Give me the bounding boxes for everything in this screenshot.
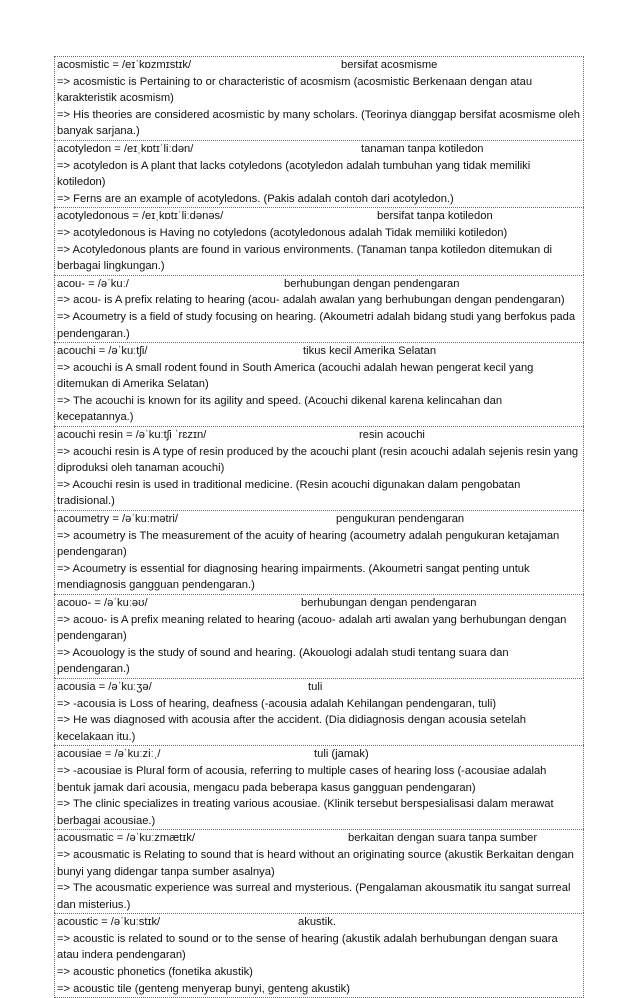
entry-translation: bersifat acosmisme	[341, 59, 438, 71]
entry-term: acousmatic = /əˈkuːzmætɪk/	[57, 832, 195, 845]
entry-header	[55, 57, 583, 74]
entry-definition: => acotyledon is A plant that lacks cotyledons (acotyledon adalah tumbuhan yang tidak memiliki kotiledon)	[57, 159, 531, 189]
entry-example: => The clinic specializes in treating various acousiae. (Klinik tersebut berspesialisasi dalam merawat berbagai acousiae.)	[57, 798, 554, 827]
entry-translation: berhubungan dengan pendengaran	[284, 277, 460, 290]
entry-definition: => acoustic is related to sound or to the sense of hearing (akustik adalah berhubungan dengan suara atau indera pendengaran)	[57, 932, 558, 962]
entry-term: acouo- = /əˈkuːəʊ/	[57, 597, 148, 609]
entry-header	[55, 830, 583, 847]
entry-header	[55, 276, 583, 293]
dictionary-entry	[54, 275, 584, 342]
entry-example: => Ferns are an example of acotyledons. (Pakis adalah contoh dari acotyledon.)	[57, 192, 454, 205]
entry-example: => The acouchi is known for its agility and speed. (Acouchi dikenal karena kelincahan dan kecepatannya.)	[57, 394, 503, 424]
dictionary-entry	[54, 342, 584, 426]
dictionary-entry	[54, 678, 584, 745]
entry-example: => Acouchi resin is used in traditional medicine. (Resin acouchi digunakan dalam pengobatan tradisional.)	[57, 478, 521, 508]
entry-example: => Acoumetry is a field of study focusing on hearing. (Akoumetri adalah bidang studi yang berfokus pada pendengaran.)	[57, 310, 576, 340]
entry-definition: => acouchi resin is A type of resin produced by the acouchi plant (resin acouchi adalah sejenis resin yang diproduksi oleh tanaman acouchi)	[57, 445, 579, 475]
entry-header	[55, 343, 583, 360]
dictionary-page	[54, 56, 584, 998]
entry-definition: => acou- is A prefix relating to hearing (acou- adalah awalan yang berhubungan dengan pendengaran)	[57, 294, 565, 307]
entry-header	[55, 427, 583, 444]
entry-translation: bersifat tanpa kotiledon	[377, 210, 493, 223]
entry-example: => Acoumetry is essential for diagnosing hearing impairments. (Akoumetri sangat penting untuk mendiagnosis gangguan pendengaran.)	[57, 562, 530, 592]
entry-definition: => acotyledonous is Having no cotyledons (acotyledonous adalah Tidak memiliki kotiledon)	[57, 226, 508, 239]
entry-example: => acoustic phonetics (fonetika akustik)	[57, 966, 253, 979]
entry-translation: tikus kecil Amerika Selatan	[303, 345, 437, 358]
entry-header	[55, 595, 583, 612]
entry-header	[55, 746, 583, 763]
entry-term: acouchi resin = /əˈkuːtʃi ˈrɛzɪn/	[57, 429, 207, 442]
entry-term: acoustic = /əˈkuːstɪk/	[57, 916, 161, 929]
dictionary-entry	[54, 594, 584, 678]
entry-header	[55, 511, 583, 528]
entry-translation: akustik.	[298, 916, 336, 929]
entry-definition: => acousmatic is Relating to sound that is heard without an originating source (akustik Berkaitan dengan bunyi yang didengar tanpa sumber asalnya)	[57, 848, 574, 878]
entry-example: => He was diagnosed with acousia after the accident. (Dia didiagnosis dengan acousia setelah kecelakaan itu.)	[57, 714, 526, 743]
entry-term: acotyledon = /eɪˌkɒtɪˈliːdən/	[57, 142, 194, 155]
entry-translation: pengukuran pendengaran	[336, 513, 465, 526]
dictionary-entry	[54, 829, 584, 913]
entry-example: => Acouology is the study of sound and hearing. (Akouologi adalah studi tentang suara dan pendengaran.)	[57, 646, 509, 676]
entry-header	[55, 914, 583, 931]
entry-translation: berkaitan dengan suara tanpa sumber	[348, 832, 538, 845]
entry-definition: => acosmistic is Pertaining to or characteristic of acosmism (acosmistic Berkenaan dengan atau karakteristik acosmism)	[57, 75, 533, 105]
entry-header	[55, 141, 583, 158]
entry-translation: tanaman tanpa kotiledon	[361, 142, 484, 155]
dictionary-entry	[54, 140, 584, 207]
dictionary-entry	[54, 913, 584, 998]
dictionary-entry	[54, 207, 584, 274]
entry-example: => acoustic tile (genteng menyerap bunyi, genteng akustik)	[57, 982, 350, 995]
dictionary-entry	[54, 745, 584, 829]
entry-term: acousiae = /əˈkuːziːˌ/	[57, 748, 161, 761]
entry-definition: => -acousia is Loss of hearing, deafness (-acousia adalah Kehilangan pendengaran, tuli)	[57, 697, 497, 710]
entry-example: => The acousmatic experience was surreal and mysterious. (Pengalaman akousmatik itu sangat surreal dan misterius.)	[57, 882, 571, 911]
entry-translation: resin acouchi	[359, 429, 425, 442]
dictionary-entry	[54, 426, 584, 510]
entry-term: acosmistic = /eɪˈkɒzmɪstɪk/	[57, 59, 192, 71]
dictionary-entry	[54, 510, 584, 594]
entry-header	[55, 679, 583, 696]
entry-definition: => acouo- is A prefix meaning related to hearing (acouo- adalah arti awalan yang berhubungan dengan pendengaran)	[57, 613, 567, 643]
entry-translation: tuli	[308, 680, 323, 693]
entry-term: acou- = /əˈkuː/	[57, 277, 129, 290]
entry-definition: => acoumetry is The measurement of the acuity of hearing (acoumetry adalah pengukuran ketajaman pendengaran)	[57, 529, 560, 559]
entry-header	[55, 208, 583, 225]
entry-translation: berhubungan dengan pendengaran	[301, 597, 477, 609]
entry-example: => His theories are considered acosmistic by many scholars. (Teorinya dianggap bersifat acosmisme oleh banyak sarjana.)	[57, 108, 580, 138]
entry-translation: tuli (jamak)	[314, 748, 369, 761]
dictionary-entry	[54, 56, 584, 140]
entry-example: => Acotyledonous plants are found in various environments. (Tanaman tanpa kotiledon ditemukan di berbagai lingkungan.)	[57, 243, 553, 273]
entry-definition: => -acousiae is Plural form of acousia, referring to multiple cases of hearing loss (-acousiae adalah bentuk jamak dari acousia, mengacu pada beberapa kasus gangguan pendengaran)	[57, 764, 547, 794]
entry-term: acoumetry = /əˈkuːmətri/	[57, 513, 178, 526]
entry-term: acouchi = /əˈkuːtʃi/	[57, 345, 148, 358]
entry-term: acousia = /əˈkuːʒə/	[57, 680, 152, 693]
entry-definition: => acouchi is A small rodent found in South America (acouchi adalah hewan pengerat kecil yang ditemukan di Amerika Selatan)	[57, 361, 534, 391]
entry-term: acotyledonous = /eɪˌkɒtɪˈliːdənəs/	[57, 210, 224, 223]
